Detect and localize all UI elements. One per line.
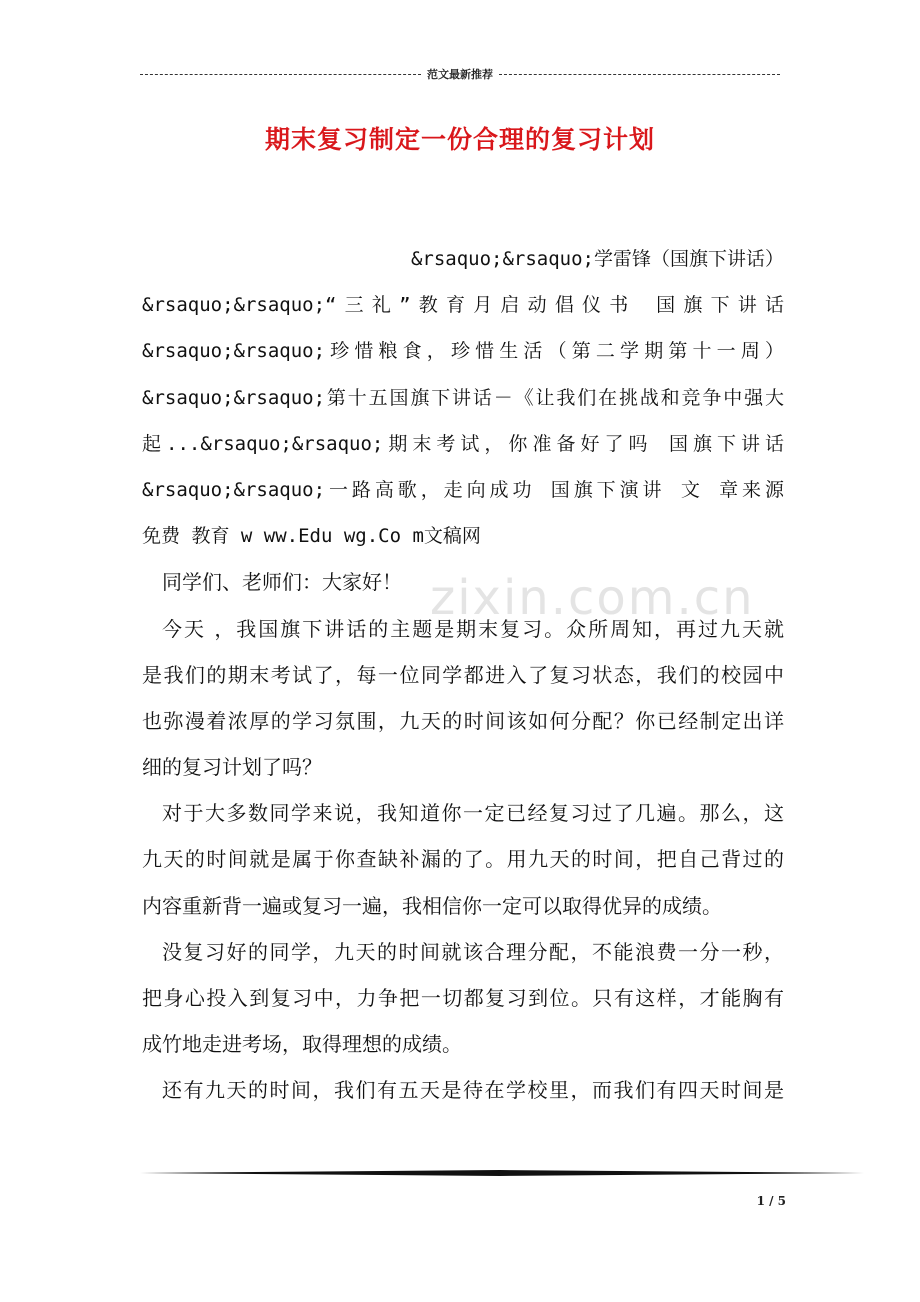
link-line-4: &rsaquo;&rsaquo;第十五国旗下讲话－《让我们在挑战和竞争中强大 <box>142 386 784 409</box>
paragraph-3-line-2: 把身心投入到复习中，力争把一切都复习到位。只有这样，才能胸有 <box>142 986 784 1010</box>
paragraph-3-line-1: 没复习好的同学，九天的时间就该合理分配，不能浪费一分一秒， <box>162 939 784 964</box>
paragraph-1-line-2: 是我们的期末考试了，每一位同学都进入了复习状态，我们的校园中 <box>142 662 784 687</box>
header-label: 范文最新推荐 <box>427 68 493 81</box>
paragraph-2-line-2: 九天的时间就是属于你查缺补漏的了。用九天的时间，把自己背过的 <box>142 847 784 872</box>
header-dash-left <box>140 74 421 75</box>
link-line-5: 起...&rsaquo;&rsaquo;期末考试，你准备好了吗 国旗下讲话 <box>142 432 784 455</box>
header-dash-right <box>499 74 780 75</box>
paragraph-2-line-1: 对于大多数同学来说，我知道你一定已经复习过了几遍。那么，这 <box>162 801 784 826</box>
document-body <box>142 236 784 1114</box>
paragraph-2-line-3: 内容重新背一遍或复习一遍，我相信你一定可以取得优异的成绩。 <box>142 893 722 918</box>
link-line-1: &rsaquo;&rsaquo;学雷锋（国旗下讲话） <box>410 248 784 270</box>
page-indicator: 1 / 5 <box>756 1194 786 1208</box>
paragraph-3-line-3: 成竹地走进考场，取得理想的成绩。 <box>142 1032 462 1057</box>
document-title: 期末复习制定一份合理的复习计划 <box>264 125 655 154</box>
footer-rule <box>140 1170 864 1176</box>
paragraph-1-line-4: 细的复习计划了吗？ <box>142 755 322 780</box>
greeting: 同学们、老师们：大家好！ <box>162 570 402 595</box>
paragraph-1-line-3: 也弥漫着浓厚的学习氛围，九天的时间该如何分配？你已经制定出详 <box>142 708 784 733</box>
paragraph-1-line-1: 今天 ，我国旗下讲话的主题是期末复习。众所周知，再过九天就 <box>162 616 784 641</box>
link-line-2: &rsaquo;&rsaquo;“三礼”教育月启动倡仪书 国旗下讲话 <box>142 294 784 317</box>
link-line-3: &rsaquo;&rsaquo;珍惜粮食，珍惜生活（第二学期第十一周） <box>142 340 784 363</box>
watermark: zixin.com.cn <box>430 570 755 626</box>
paragraph-4-line-1: 还有九天的时间，我们有五天是待在学校里，而我们有四天时间是 <box>162 1078 784 1103</box>
link-line-7: 免费 教育 w ww.Edu wg.Co m文稿网 <box>142 525 481 548</box>
page-header <box>140 66 780 82</box>
link-line-6: &rsaquo;&rsaquo;一路高歌，走向成功 国旗下演讲 文 章来源 <box>142 478 784 501</box>
